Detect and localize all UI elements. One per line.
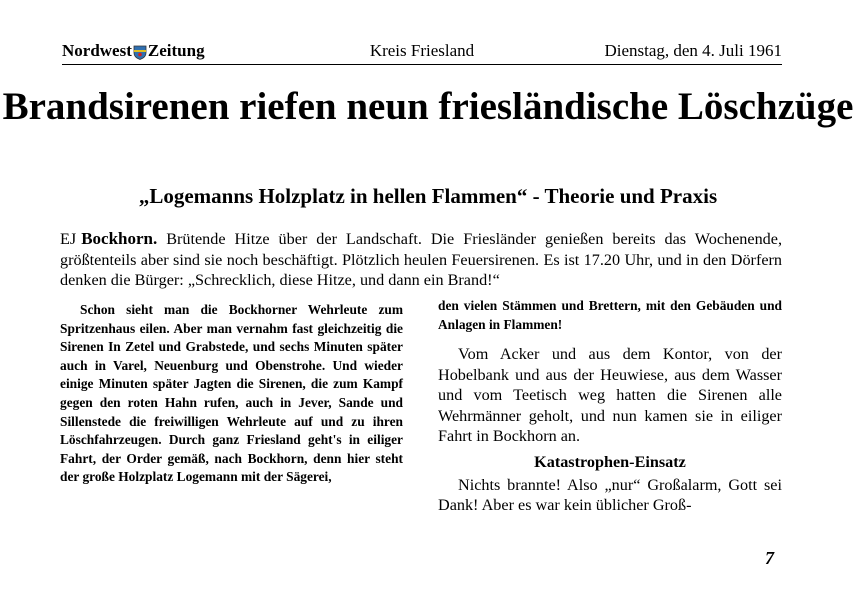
left-column-text: Schon sieht man die Bockhorner Wehrleute zum Spritzenhaus eilen. Aber man vernahm fast gleichzeitig die Sirenen In Zetel und Grabstede, und sechs Minuten später auch in Varel, Neuenburg und Obenstrohe. Und wieder einige Minuten später Jagten die Sirenen, die zum Kampf gegen den roten Hahn rufen, auch in Jever, Sande und Sillenstede die freiwilligen Wehrleute auf und zu ihren Löschfahrzeugen. Durch ganz Friesland geht's in eiliger Fahrt, der Order gemäß, nach Bockhorn, denn hier steht der große Holzplatz Logemann mit der Sägerei,	[60, 302, 403, 485]
page-number: 7	[765, 548, 774, 568]
right-column-paragraph-2: Nichts brannte! Also „nur“ Großalarm, Gott sei Dank! Aber es war kein üblicher Groß-	[438, 475, 782, 515]
author-initials: EJ	[60, 230, 77, 248]
lead-text: Brütende Hitze über der Landschaft. Die Friesländer genießen bereits das Wochenende, größtenteils aber sind sie noch beschäftigt. Plötzlich heulen Feuersirenen. Es ist 17.20 Uhr, und in den Dörfern denken die Bürger: „Schrecklich, diese Hitze, und dann ein Brand!“	[60, 230, 783, 289]
lead-paragraph	[60, 229, 782, 291]
issue-date: Dienstag, den 4. Juli 1961	[604, 41, 782, 60]
right-column-continuation: den vielen Stämmen und Brettern, mit den Gebäuden und Anlagen in Flammen!	[438, 298, 782, 332]
headline: Brandsirenen riefen neun friesländische Löschzüge	[2, 85, 854, 128]
region-label: Kreis Friesland	[369, 41, 475, 60]
right-column	[438, 297, 782, 516]
right-column-paragraph: Vom Acker und aus dem Kontor, von der Hobelbank und aus der Heuwiese, aus dem Wasser und vom Teetisch weg hatten die Sirenen alle Wehrmänner geholt, und nun kamen sie in eiliger Fahrt in Bockhorn an.	[438, 345, 782, 446]
section-title: Katastrophen-Einsatz	[534, 452, 686, 471]
subheadline: „Logemanns Holzplatz in hellen Flammen“ - Theorie und Praxis	[138, 184, 718, 208]
dateline: Bockhorn.	[81, 229, 158, 248]
newspaper-name-right: Zeitung	[147, 41, 205, 60]
masthead	[62, 40, 782, 65]
newspaper-name-left: Nordwest	[62, 41, 132, 60]
